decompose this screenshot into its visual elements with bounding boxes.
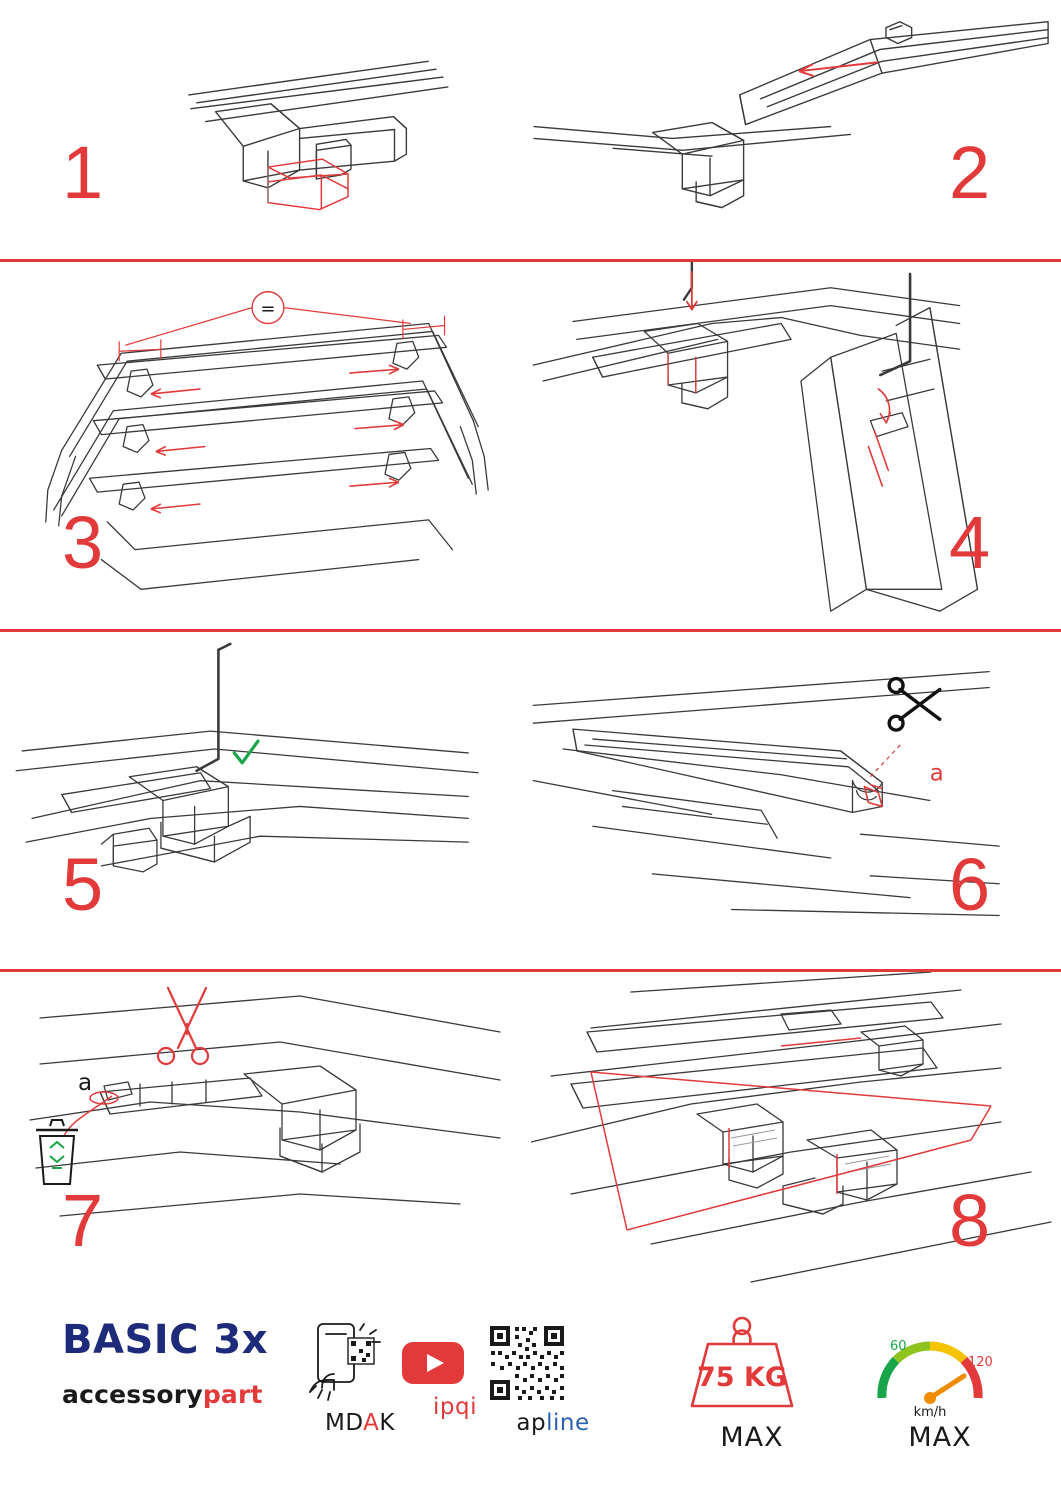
step-5-cell [0, 632, 530, 969]
step-1-number: 1 [62, 131, 103, 214]
step-7-cell [0, 972, 530, 1290]
step-4-cell [531, 262, 1061, 629]
step-8-number: 8 [949, 1179, 990, 1262]
max-speed-label: MAX [908, 1422, 972, 1453]
recycle-bin-icon [36, 1120, 78, 1184]
step-2-cell [531, 0, 1061, 259]
speed-tick-high: 120 [968, 1355, 993, 1370]
brand-subtitle-right: part [202, 1380, 263, 1409]
step-1-cell [0, 0, 530, 259]
step-3-number: 3 [62, 501, 103, 584]
step-2-illustration [531, 0, 1061, 259]
brand-block [62, 1317, 292, 1409]
step-1-illustration [0, 0, 530, 259]
mdak-caption-suffix: K [379, 1410, 395, 1436]
mdak-caption-prefix: MD [325, 1410, 364, 1436]
youtube-play-icon[interactable] [400, 1338, 466, 1386]
mdak-caption-accent: A [363, 1410, 380, 1436]
max-load-value: 75 KG [696, 1362, 788, 1393]
step-3-cell [0, 262, 530, 629]
apline-caption [488, 1410, 618, 1436]
steps-row-1 [0, 0, 1061, 262]
brand-subtitle [62, 1380, 292, 1409]
step-7-number: 7 [62, 1179, 103, 1262]
speed-tick-low: 60 [890, 1339, 907, 1354]
apline-caption-accent: line [546, 1410, 590, 1436]
step-5-number: 5 [62, 843, 103, 926]
apline-qr[interactable] [488, 1324, 618, 1436]
step-4-number: 4 [949, 501, 990, 584]
qr-code-icon[interactable] [488, 1324, 566, 1402]
max-load-indicator [672, 1310, 832, 1453]
equal-symbol: = [260, 298, 276, 320]
step-6-number: 6 [949, 843, 990, 926]
step-8-cell [531, 972, 1061, 1290]
max-load-label: MAX [720, 1422, 784, 1453]
speedometer-icon [860, 1306, 1000, 1418]
steps-row-2 [0, 262, 1061, 632]
brand-title-suffix: x [241, 1317, 269, 1363]
steps-row-3 [0, 632, 1061, 972]
apline-caption-prefix: ap [516, 1410, 547, 1436]
weight-icon [672, 1310, 812, 1418]
steps-row-4 [0, 972, 1061, 1290]
brand-title [62, 1317, 292, 1363]
ipqi-caption: ipqi [433, 1394, 477, 1420]
hand-phone-qr-icon [300, 1320, 400, 1402]
max-speed-indicator [860, 1306, 1020, 1453]
brand-title-text: BASIC 3 [62, 1317, 242, 1363]
brand-subtitle-left: accessory [62, 1380, 203, 1409]
step-2-number: 2 [949, 131, 990, 214]
scissors-icon [889, 679, 940, 731]
qr-code-icon [348, 1338, 374, 1364]
speed-unit: km/h [913, 1405, 947, 1418]
step-6-cell [531, 632, 1061, 969]
footer [0, 1292, 1061, 1500]
strip-label-a-7: a [78, 1070, 93, 1096]
strip-label-a-6: a [929, 760, 944, 787]
